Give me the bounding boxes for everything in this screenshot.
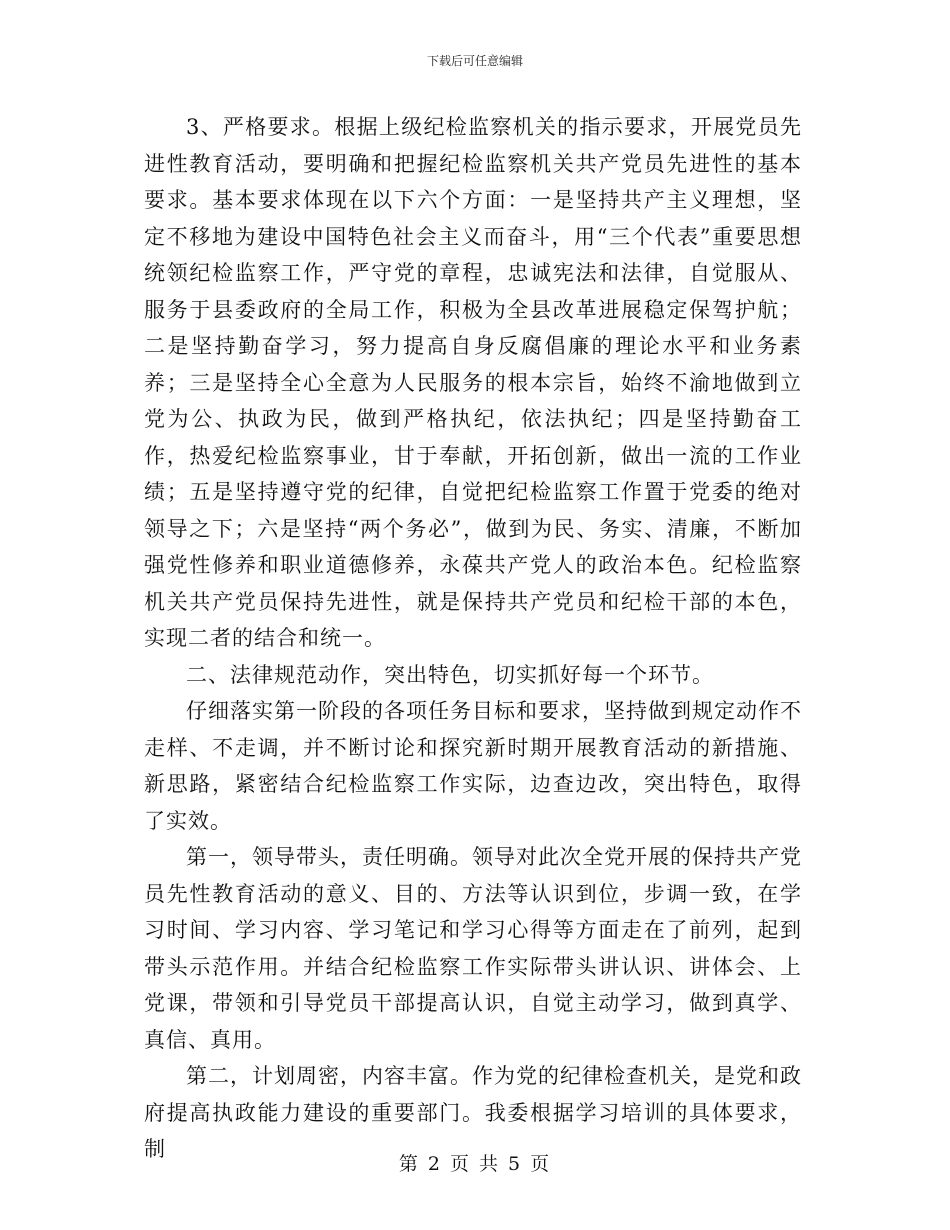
paragraph-implementation: 仔细落实第一阶段的各项任务目标和要求，坚持做到规定动作不走样、不走调，并不断讨论和探究新时期开展教育活动的新措施、新思路，紧密结合纪检监察工作实际，边查边改，突出特色，取得了实效。	[144, 699, 802, 833]
page-number-footer: 第 2 页 共 5 页	[398, 1153, 552, 1175]
paragraph-leadership: 第一，领导带头，责任明确。领导对此次全党开展的保持共产党员先性教育活动的意义、目的、方法等认识到位，步调一致，在学习时间、学习内容、学习笔记和学习心得等方面走在了前列，起到带头示范作用。并结合纪检监察工作实际带头讲认识、讲体会、上党课，带领和引导党员干部提高认识，自觉主动学习，做到真学、真信、真用。	[144, 845, 802, 1052]
paragraph-requirements: 3、严格要求。根据上级纪检监察机关的指示要求，开展党员先进性教育活动，要明确和把握纪检监察机关共产党员先进性的基本要求。基本要求体现在以下六个方面：一是坚持共产主义理想，坚定不移地为建设中国特色社会主义而奋斗，用“三个代表”重要思想统领纪检监察工作，严守党的章程，忠诚宪法和法律，自觉服从、服务于县委政府的全局工作，积极为全县改革进展稳定保驾护航；二是坚持勤奋学习，努力提高自身反腐倡廉的理论水平和业务素养；三是坚持全心全意为人民服务的根本宗旨，始终不渝地做到立党为公、执政为民，做到严格执纪，依法执纪；四是坚持勤奋工作，热爱纪检监察事业，甘于奉献，开拓创新，做出一流的工作业绩；五是坚持遵守党的纪律，自觉把纪检监察工作置于党委的绝对领导之下；六是坚持“两个务必”，做到为民、务实、清廉，不断加强党性修养和职业道德修养，永葆共产党人的政治本色。纪检监察机关共产党员保持先进性，就是保持共产党员和纪检干部的本色，实现二者的结合和统一。	[144, 115, 802, 650]
page-header-note: 下载后可任意编辑	[426, 54, 523, 68]
paragraph-section-heading: 二、法律规范动作，突出特色，切实抓好每一个环节。	[186, 662, 714, 687]
paragraph-planning: 第二，计划周密，内容丰富。作为党的纪律检查机关，是党和政府提高执政能力建设的重要部门。我委根据学习培训的具体要求，制	[144, 1064, 802, 1161]
document-body	[144, 109, 802, 1168]
